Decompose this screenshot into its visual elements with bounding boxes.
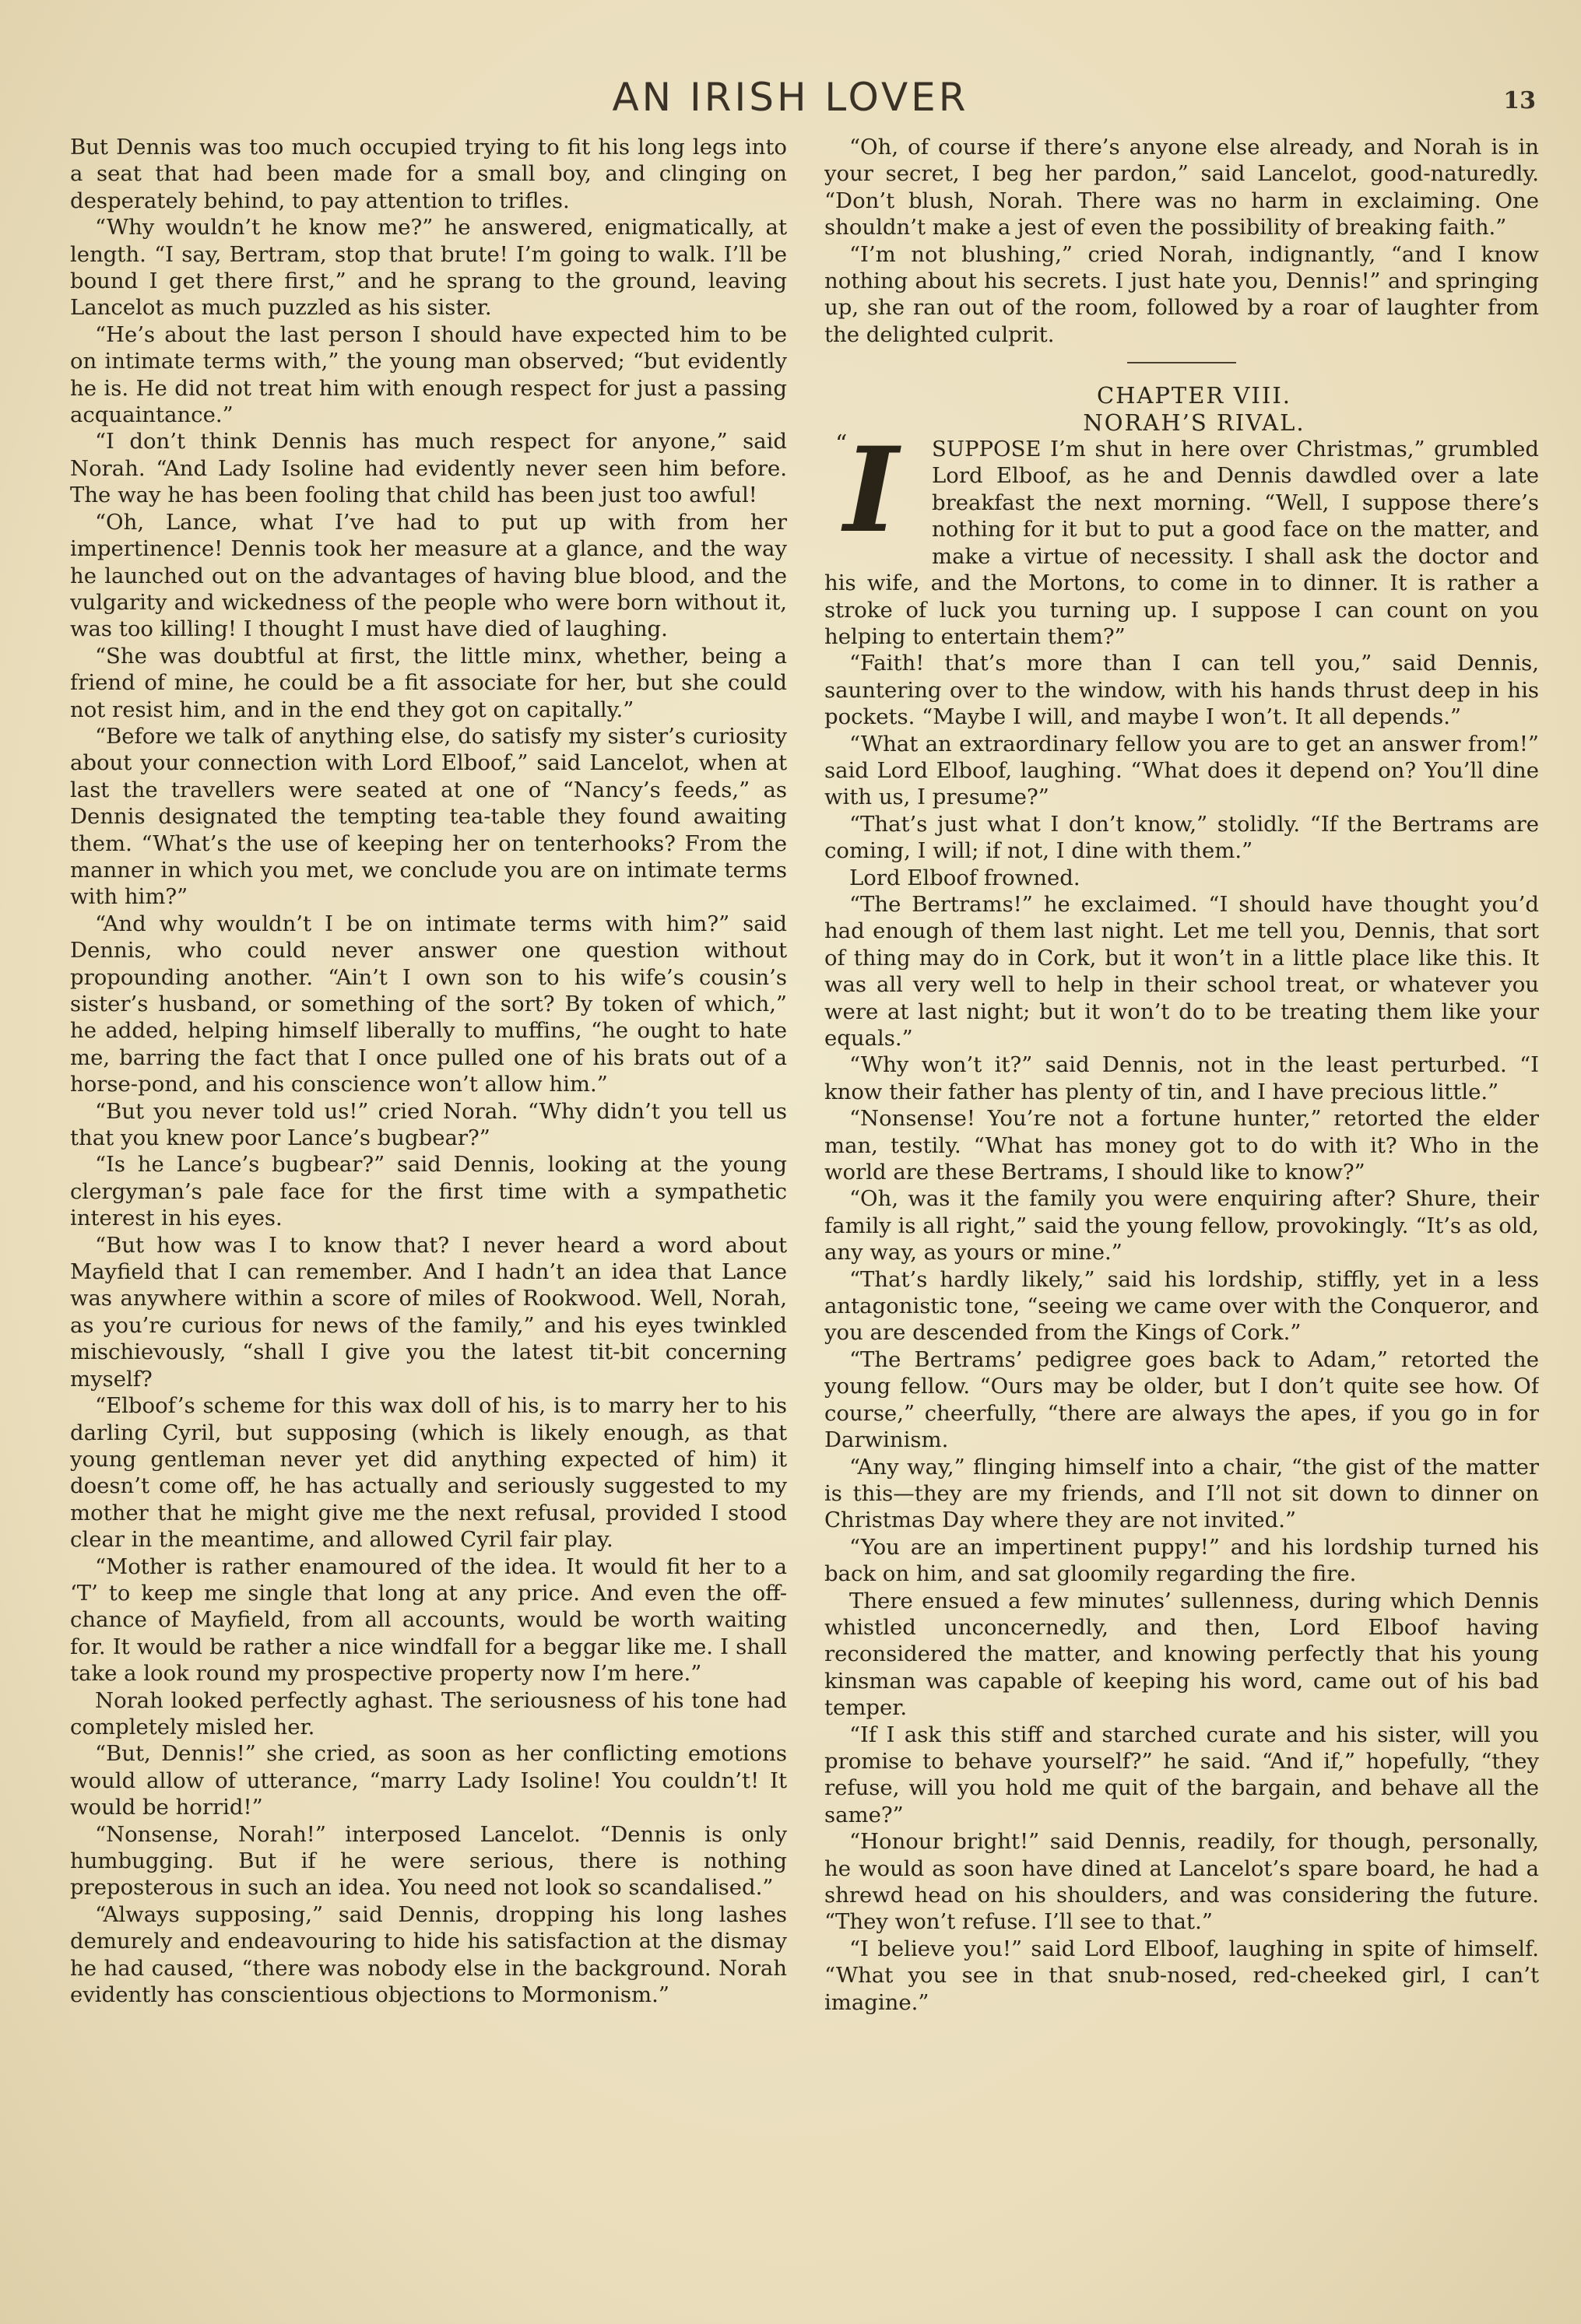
paragraph: “What an extraordinary fellow you are to get an answer from!” said Lord Elboof, laughing. “What does it depend on? You’ll dine with us, I presume?” [824, 731, 1539, 810]
paragraph: SUPPOSE I’m shut in here over Christmas,” grumbled Lord Elboof, as he and Dennis dawdled over a late breakfast the next morning. “Well, I suppose there’s nothing for it but to put a good face on the matter, and make a virtue of necessity. I shall ask the doctor and his wife, and the Mortons, to come in to dinner. It is rather a stroke of luck you turning up. I suppose I can count on you helping to entertain them?” [824, 437, 1539, 649]
paragraph: “Oh, of course if there’s anyone else already, and Norah is in your secret, I beg her pardon,” said Lancelot, good-naturedly. “Don’t blush, Norah. There was no harm in exclaiming. One shouldn’t make a jest of even the possibility of breaking faith.” [824, 135, 1539, 240]
paragraph: “Why wouldn’t he know me?” he answered, enigmatically, at length. “I say, Bertram, stop that brute! I’m going to walk. I’ll be bound I get there first,” and he sprang to the ground, leaving Lancelot as much puzzled as his sister. [70, 215, 787, 321]
paragraph: “That’s just what I don’t know,” stolidly. “If the Bertrams are coming, I will; if not, I dine with them.” [824, 811, 1539, 864]
paragraph: “Any way,” flinging himself into a chair, “the gist of the matter is this—they are my friends, and I’ll not sit down to dinner on Christmas Day where they are not invited.” [824, 1454, 1539, 1533]
paragraph: “That’s hardly likely,” said his lordship, stiffly, yet in a less antagonistic tone, “seeing we came over with the Conqueror, and you are descended from the Kings of Cork.” [824, 1266, 1539, 1346]
paragraph: “You are an impertinent puppy!” and his lordship turned his back on him, and sat gloomily regarding the fire. [824, 1534, 1539, 1587]
paragraph: “Is he Lance’s bugbear?” said Dennis, looking at the young clergyman’s pale face for the first time with a sympathetic interest in his eyes. [70, 1152, 787, 1231]
chapter-title: NORAH’S RIVAL. [1083, 409, 1305, 436]
left-column [70, 134, 787, 2235]
paragraph: “Oh, Lance, what I’ve had to put up with from her impertinence! Dennis took her measure at a glance, and the way he launched out on the advantages of having blue blood, and the vulgarity and wickedness of the people who were born without it, was too killing! I thought I must have died of laughing. [70, 509, 787, 642]
paragraph: “He’s about the last person I should have expected him to be on intimate terms with,” the young man observed; “but evidently he is. He did not treat him with enough respect for just a passing acquaintance.” [70, 321, 787, 428]
paragraph: “Before we talk of anything else, do satisfy my sister’s curiosity about your connection with Lord Elboof,” said Lancelot, when at last the travellers were seated at one of “Nancy’s feeds,” as Dennis designated the tempting tea-table they found awaiting them. “What’s the use of keeping her on tenterhooks? From the manner in which you met, we conclude you are on intimate terms with him?” [70, 723, 787, 910]
paragraph: “Always supposing,” said Dennis, dropping his long lashes demurely and endeavouring to hide his satisfaction at the dismay he had caused, “there was nobody else in the background. Norah evidently has conscientious objections to Mormonism.” [70, 1901, 787, 2008]
paragraph: “I don’t think Dennis has much respect for anyone,” said Norah. “And Lady Isoline had evidently never seen him before. The way he has been fooling that child has been just too awful! [70, 429, 787, 508]
paragraph: “And why wouldn’t I be on intimate terms with him?” said Dennis, who could never answer one question without propounding another. “Ain’t I own son to his wife’s cousin’s sister’s husband, or something of the sort? By token of which,” he added, helping himself liberally to muffins, “he ought to hate me, barring the fact that I once pulled one of his brats out of a horse-pond, and his conscience won’t allow him.” [70, 911, 787, 1097]
paragraph: “Faith! that’s more than I can tell you,” said Dennis, sauntering over to the window, with his hands thrust deep in his pockets. “Maybe I will, and maybe I won’t. It all depends.” [824, 651, 1539, 730]
right-column [824, 134, 1539, 2235]
paragraph: “Why won’t it?” said Dennis, not in the least perturbed. “I know their father has plenty of tin, and I have precious little.” [824, 1052, 1539, 1104]
paragraph: Lord Elboof frowned. [849, 865, 1080, 890]
chapter-number: CHAPTER VIII. [1096, 382, 1292, 409]
paragraph: “But, Dennis!” she cried, as soon as her conflicting emotions would allow of utterance, “marry Lady Isoline! You couldn’t! It would be horrid!” [70, 1741, 787, 1820]
opening-quote-mark: “ [835, 430, 848, 458]
paragraph: “If I ask this stiff and starched curate and his sister, will you promise to behave yourself?” he said. “And if,” hopefully, “they refuse, will you hold me quit of the bargain, and behave all the same?” [824, 1722, 1539, 1827]
paragraph: “Nonsense! You’re not a fortune hunter,” retorted the elder man, testily. “What has money got to do with it? Who in the world are these Bertrams, I should like to know?” [824, 1106, 1539, 1185]
paragraph: “Honour bright!” said Dennis, readily, for though, personally, he would as soon have dined at Lancelot’s spare board, he had a shrewd head on his shoulders, and was considering the future. “They won’t refuse. I’ll see to that.” [824, 1829, 1539, 1935]
page-number: 13 [1503, 87, 1536, 114]
drop-cap: I [843, 422, 899, 560]
paragraph: Norah looked perfectly aghast. The seriousness of his tone had completely misled her. [70, 1687, 787, 1739]
paragraph: But Dennis was too much occupied trying to fit his long legs into a seat that had been made for a small boy, and clinging on desperately behind, to pay attention to trifles. [70, 135, 787, 213]
paragraph: “I believe you!” said Lord Elboof, laughing in spite of himself. “What you see in that snub-nosed, red-cheeked girl, I can’t imagine.” [824, 1936, 1539, 2015]
paragraph: “I’m not blushing,” cried Norah, indignantly, “and I know nothing about his secrets. I just hate you, Dennis!” and springing up, she ran out of the room, followed by a roar of laughter from the delighted culprit. [824, 241, 1539, 347]
paragraph: “But how was I to know that? I never heard a word about Mayfield that I can remember. And I hadn’t an idea that Lance was anywhere within a score of miles of Rookwood. Well, Norah, as you’re curious for news of the family,” and his eyes twinkled mischievously, “shall I give you the latest tit-bit concerning myself? [70, 1232, 787, 1392]
chapter-divider [1127, 362, 1236, 363]
paragraph: “But you never told us!” cried Norah. “Why didn’t you tell us that you knew poor Lance’s bugbear?” [70, 1098, 787, 1151]
paragraph: “She was doubtful at first, the little minx, whether, being a friend of mine, he could be a fit associate for her, but she could not resist him, and in the end they got on capitally.” [70, 643, 787, 722]
running-title: AN IRISH LOVER [612, 75, 969, 120]
paragraph: “Oh, was it the family you were enquiring after? Shure, their family is all right,” said the young fellow, provokingly. “It’s as old, any way, as yours or mine.” [824, 1186, 1539, 1266]
paragraph: “The Bertrams!” he exclaimed. “I should have thought you’d had enough of them last night. Let me tell you, Dennis, that sort of thing may do in Cork, but it won’t in a little place like this. It was all very well to help in their school treat, or whatever you were at last night; but it won’t do to be treating them like your equals.” [824, 891, 1539, 1051]
paragraph: There ensued a few minutes’ sullenness, during which Dennis whistled unconcernedly, and then, Lord Elboof having reconsidered the matter, and knowing perfectly that his young kinsman was capable of keeping his word, came out of his bad temper. [824, 1588, 1539, 1721]
paragraph: “Elboof’s scheme for this wax doll of his, is to marry her to his darling Cyril, but supposing (which is likely enough, as that young gentleman never yet did anything expected of him) it doesn’t come off, he has actually and seriously suggested to my mother that he might give me the next refusal, provided I stood clear in the meantime, and allowed Cyril fair play. [70, 1393, 787, 1553]
paragraph: “Nonsense, Norah!” interposed Lancelot. “Dennis is only humbugging. But if he were serious, there is nothing preposterous in such an idea. You need not look so scandalised.” [70, 1821, 787, 1901]
paragraph: “The Bertrams’ pedigree goes back to Adam,” retorted the young fellow. “Ours may be older, but I don’t quite see how. Of course,” cheerfully, “there are always the apes, if you go in for Darwinism. [824, 1346, 1539, 1453]
paragraph: “Mother is rather enamoured of the idea. It would fit her to a ‘T’ to keep me single that long at any price. And even the off-chance of Mayfield, from all accounts, would be worth waiting for. It would be rather a nice windfall for a beggar like me. I shall take a look round my prospective property now I’m here.” [70, 1553, 787, 1687]
